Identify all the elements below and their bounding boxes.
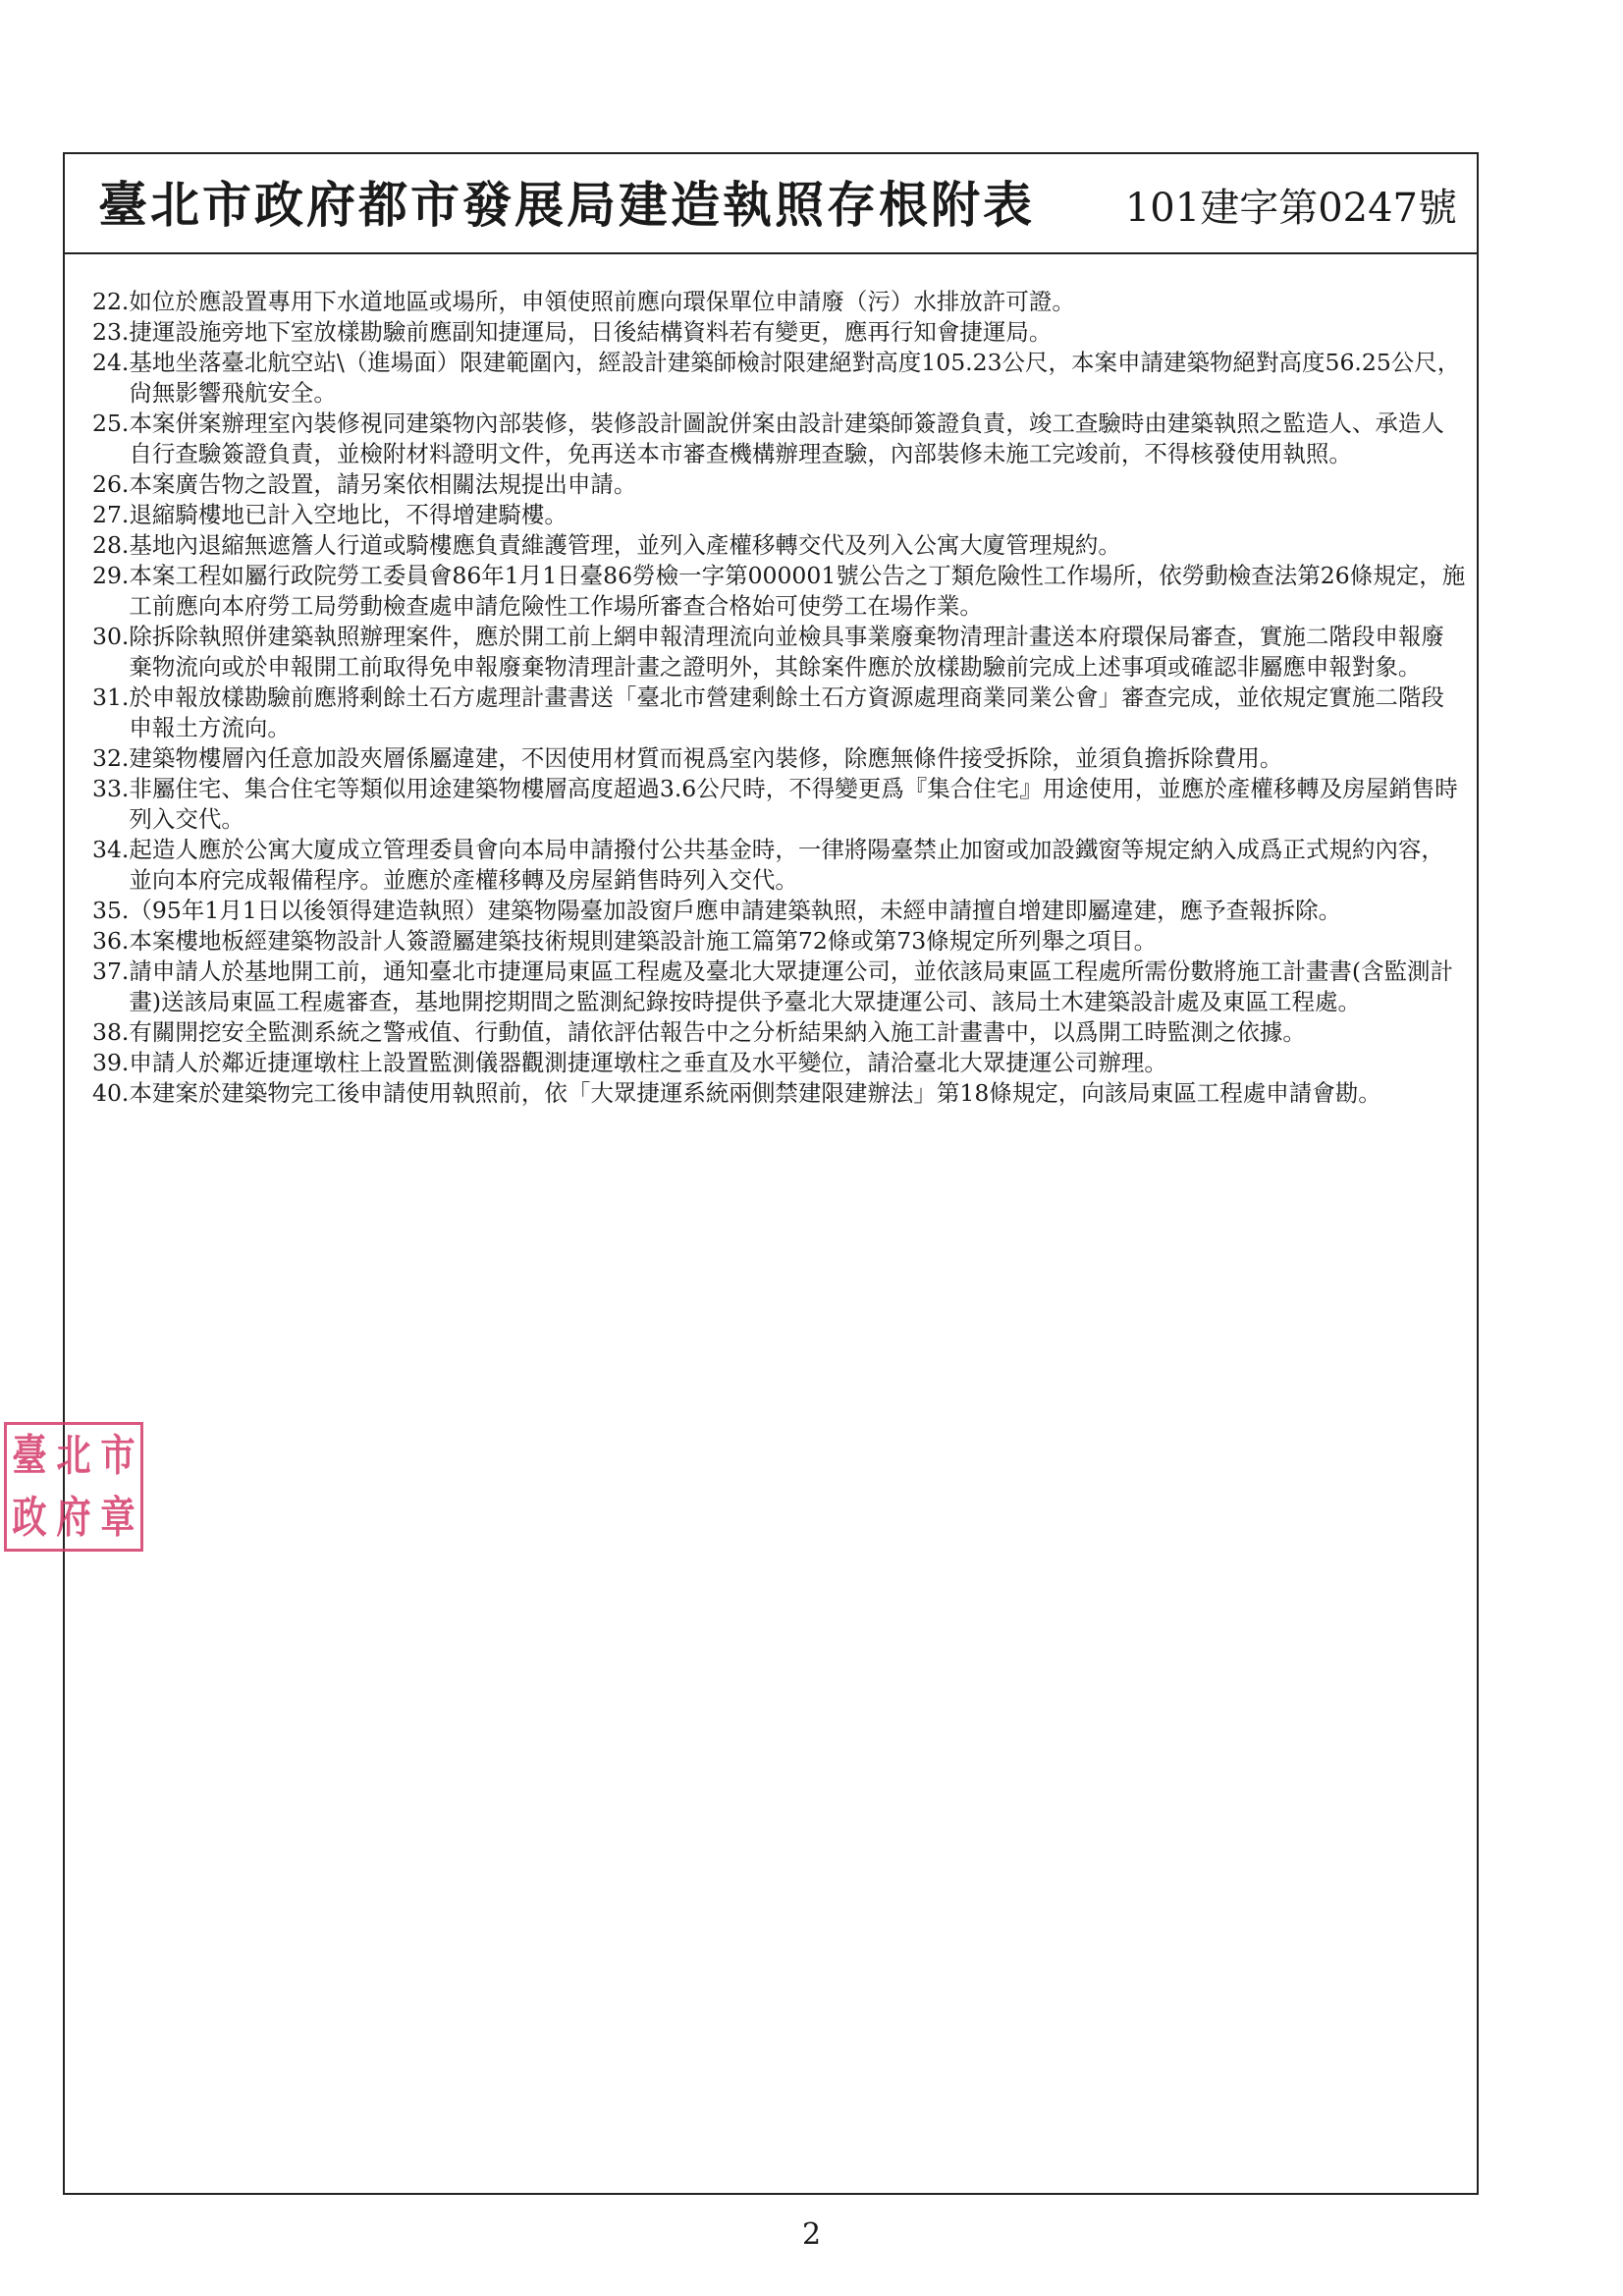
clause-text: 退縮騎樓地已計入空地比，不得增建騎樓。	[129, 501, 568, 528]
document-frame	[63, 152, 1479, 2195]
clause-number: 25.	[92, 410, 130, 437]
clause-36	[92, 926, 1467, 957]
clause-number: 32.	[92, 744, 130, 772]
clause-22	[92, 287, 1467, 317]
clause-33	[92, 774, 1467, 835]
clause-number: 22.	[92, 288, 130, 315]
clause-31	[92, 683, 1467, 743]
clause-37	[92, 957, 1467, 1017]
seal-char: 臺	[12, 1430, 47, 1481]
clause-25	[92, 409, 1467, 469]
clause-28	[92, 530, 1467, 561]
clause-35	[92, 896, 1467, 926]
seal-char: 政	[12, 1492, 47, 1543]
clause-number: 40.	[92, 1079, 130, 1107]
clause-39	[92, 1048, 1467, 1078]
clause-text: 於申報放樣勘驗前應將剩餘土石方處理計畫書送「臺北市營建剩餘土石方資源處理商業同業公會」審查完成，並依規定實施二階段申報土方流向。	[129, 683, 1444, 741]
clause-30	[92, 622, 1467, 683]
clause-text: 除拆除執照併建築執照辦理案件，應於開工前上網申報清理流向並檢具事業廢棄物清理計畫送本府環保局審查，實施二階段申報廢棄物流向或於申報開工前取得免申報廢棄物清理計畫之證明外，其餘案件應於放樣勘驗前完成上述事項或確認非屬應申報對象。	[129, 623, 1444, 681]
page-number: 2	[801, 2217, 822, 2252]
clause-text: （95年1月1日以後領得建造執照）建築物陽臺加設窗戶應申請建築執照，未經申請擅自增建即屬違建，應予查報拆除。	[129, 897, 1342, 924]
seal-char: 北	[56, 1430, 91, 1481]
clause-number: 28.	[92, 531, 130, 559]
clause-text: 如位於應設置專用下水道地區或場所，申領使照前應向環保單位申請廢（污）水排放許可證。	[129, 288, 1075, 315]
clause-text: 基地內退縮無遮簷人行道或騎樓應負責維護管理，並列入產權移轉交代及列入公寓大廈管理規約。	[129, 531, 1121, 559]
clause-24	[92, 348, 1467, 409]
clause-34	[92, 835, 1467, 896]
clause-number: 23.	[92, 318, 130, 346]
seal-char: 章	[100, 1492, 135, 1543]
clause-text: 本案工程如屬行政院勞工委員會86年1月1日臺86勞檢一字第000001號公告之丁類危險性工作場所，依勞動檢查法第26條規定，施工前應向本府勞工局勞動檢查處申請危險性工作場所審查合格始可使勞工在場作業。	[129, 562, 1466, 620]
clause-number: 37.	[92, 957, 130, 985]
document-title: 臺北市政府都市發展局建造執照存根附表	[98, 176, 1035, 234]
clause-29	[92, 561, 1467, 622]
seal-char: 市	[100, 1430, 135, 1481]
clause-text: 基地坐落臺北航空站\（進場面）限建範圍內，經設計建築師檢討限建絕對高度105.23公尺，本案申請建築物絕對高度56.25公尺，尙無影響飛航安全。	[129, 349, 1461, 407]
clause-32	[92, 743, 1467, 774]
clause-number: 34.	[92, 836, 130, 863]
clause-number: 30.	[92, 623, 130, 650]
official-seal-stamp	[4, 1422, 143, 1552]
clause-40	[92, 1078, 1467, 1109]
clause-text: 非屬住宅、集合住宅等類似用途建築物樓層高度超過3.6公尺時，不得變更爲『集合住宅』用途使用，並應於產權移轉及房屋銷售時列入交代。	[129, 775, 1458, 833]
clause-text: 有關開挖安全監測系統之警戒值、行動值，請依評估報告中之分析結果納入施工計畫書中，以爲開工時監測之依據。	[129, 1018, 1306, 1046]
clause-text: 建築物樓層內任意加設夾層係屬違建，不因使用材質而視爲室內裝修，除應無條件接受拆除，並須負擔拆除費用。	[129, 744, 1283, 772]
clause-number: 24.	[92, 349, 130, 376]
clause-number: 26.	[92, 470, 130, 498]
seal-char: 府	[56, 1492, 91, 1543]
clause-text: 申請人於鄰近捷運墩柱上設置監測儀器觀測捷運墩柱之垂直及水平變位，請洽臺北大眾捷運公司辦理。	[129, 1049, 1167, 1076]
clause-number: 27.	[92, 501, 130, 528]
clause-number: 31.	[92, 683, 130, 711]
clause-number: 35.	[92, 897, 130, 924]
clause-27	[92, 500, 1467, 530]
clause-text: 捷運設施旁地下室放樣勘驗前應副知捷運局，日後結構資料若有變更，應再行知會捷運局。	[129, 318, 1053, 346]
clause-text: 本案廣告物之設置，請另案依相關法規提出申請。	[129, 470, 637, 498]
clause-number: 36.	[92, 927, 130, 955]
clause-23	[92, 317, 1467, 348]
document-header	[65, 154, 1477, 254]
clause-number: 39.	[92, 1049, 130, 1076]
clause-text: 請申請人於基地開工前，通知臺北市捷運局東區工程處及臺北大眾捷運公司，並依該局東區工程處所需份數將施工計畫書(含監測計畫)送該局東區工程處審查，基地開挖期間之監測紀錄按時提供予臺北大眾捷運公司、該局土木建築設計處及東區工程處。	[129, 957, 1454, 1015]
clause-text: 本案樓地板經建築物設計人簽證屬建築技術規則建築設計施工篇第72條或第73條規定所列舉之項目。	[129, 927, 1158, 955]
clause-list	[92, 287, 1467, 1109]
clause-number: 33.	[92, 775, 130, 802]
permit-number: 101建字第0247號	[1124, 186, 1457, 231]
clause-text: 起造人應於公寓大廈成立管理委員會向本局申請撥付公共基金時，一律將陽臺禁止加窗或加設鐵窗等規定納入成爲正式規約內容，並向本府完成報備程序。並應於產權移轉及房屋銷售時列入交代。	[129, 836, 1444, 894]
clause-38	[92, 1017, 1467, 1048]
clause-number: 29.	[92, 562, 130, 589]
clause-26	[92, 469, 1467, 500]
clause-text: 本建案於建築物完工後申請使用執照前，依「大眾捷運系統兩側禁建限建辦法」第18條規定，向該局東區工程處申請會勘。	[129, 1079, 1381, 1107]
clause-text: 本案併案辦理室內裝修視同建築物內部裝修，裝修設計圖說併案由設計建築師簽證負責，竣工查驗時由建築執照之監造人、承造人自行查驗簽證負責，並檢附材料證明文件，免再送本市審查機構辦理查驗，內部裝修未施工完竣前，不得核發使用執照。	[129, 410, 1444, 467]
clause-number: 38.	[92, 1018, 130, 1046]
